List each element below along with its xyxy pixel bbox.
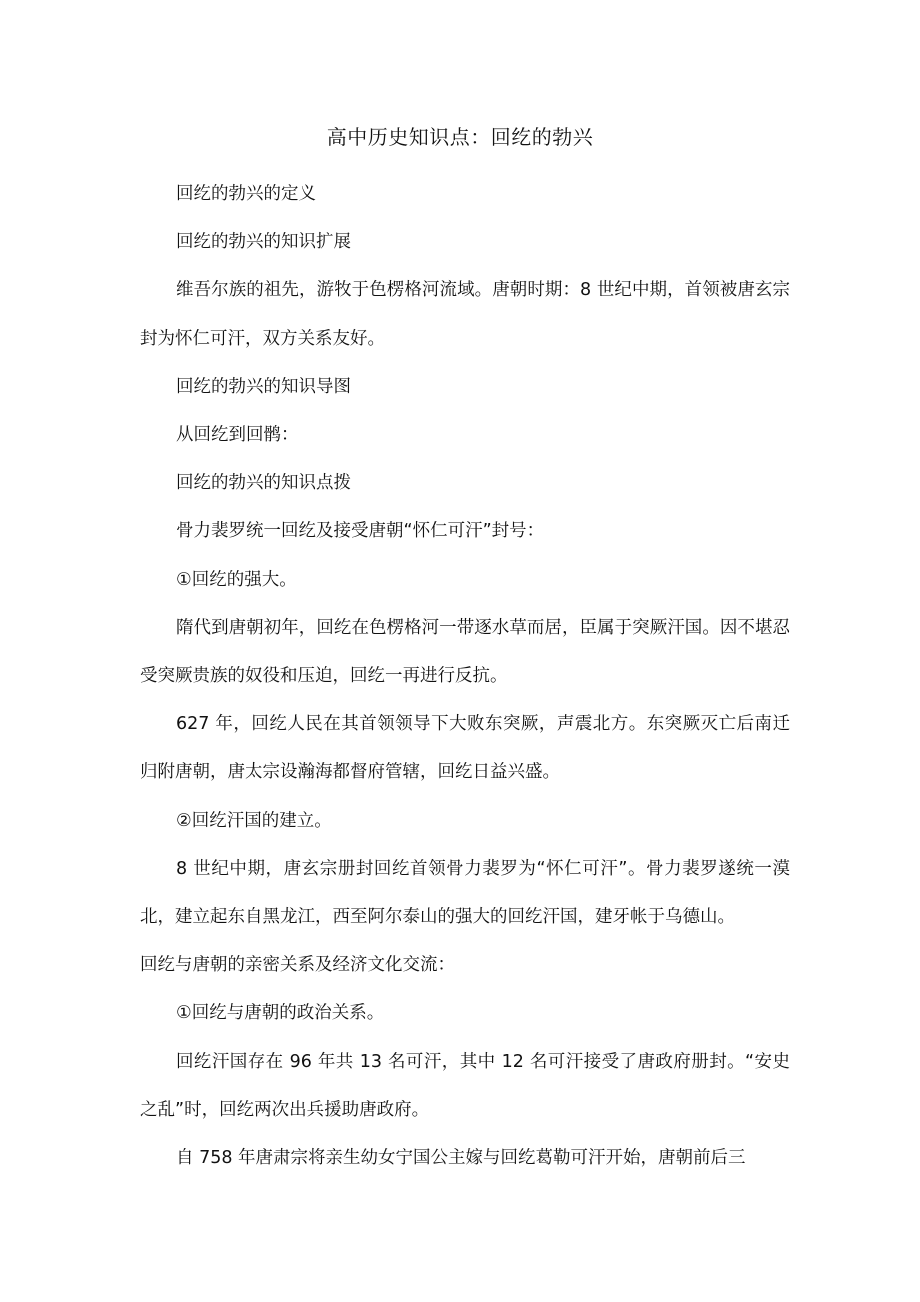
paragraph-khanate-founding: ②回纥汗国的建立。 [176,810,332,831]
paragraph-year-758: 自 758 年唐肃宗将亲生幼女宁国公主嫁与回纥葛勒可汗开始，唐朝前后三 [176,1148,746,1169]
paragraph-8th-century: 8 世纪中期，唐玄宗册封回纥首领骨力裴罗为“怀仁可汗”。骨力裴罗遂统一漠北，建立起东自黑龙江，西至阿尔泰山的强大的回纥汗国，建牙帐于乌德山。 [140,858,790,928]
paragraph-rise-of-huihe: ①回纥的强大。 [176,569,297,590]
document-body [140,170,790,1182]
paragraph-relations-heading: 回纥与唐朝的亲密关系及经济文化交流： [140,955,455,976]
paragraph-tips-heading: 回纥的勃兴的知识点拨 [176,473,351,494]
paragraph-year-627: 627 年，回纥人民在其首领领导下大败东突厥，声震北方。东突厥灭亡后南迁归附唐朝，唐太宗设瀚海都督府管辖，回纥日益兴盛。 [140,714,790,783]
paragraph-khanate-96-years: 回纥汗国存在 96 年共 13 名可汗，其中 12 名可汗接受了唐政府册封。“安史之乱”时，回纥两次出兵援助唐政府。 [140,1051,790,1120]
paragraph-extension-heading: 回纥的勃兴的知识扩展 [176,232,351,253]
paragraph-huihe-to-huihu: 从回纥到回鹘： [176,425,299,446]
paragraph-definition-heading: 回纥的勃兴的定义 [176,184,316,204]
paragraph-sui-tang-period: 隋代到唐朝初年，回纥在色楞格河一带逐水草而居，臣属于突厥汗国。因不堪忍受突厥贵族的奴役和压迫，回纥一再进行反抗。 [140,617,790,687]
paragraph-political-relations: ①回纥与唐朝的政治关系。 [176,1003,385,1024]
paragraph-mindmap-heading: 回纥的勃兴的知识导图 [176,376,351,397]
paragraph-gulipeiluo-unification: 骨力裴罗统一回纥及接受唐朝“怀仁可汗”封号： [176,521,545,542]
document-title: 高中历史知识点：回纥的勃兴 [326,125,594,149]
paragraph-uyghur-ancestors: 维吾尔族的祖先，游牧于色楞格河流域。唐朝时期：8 世纪中期，首领被唐玄宗封为怀仁可汗，双方关系友好。 [140,280,790,349]
